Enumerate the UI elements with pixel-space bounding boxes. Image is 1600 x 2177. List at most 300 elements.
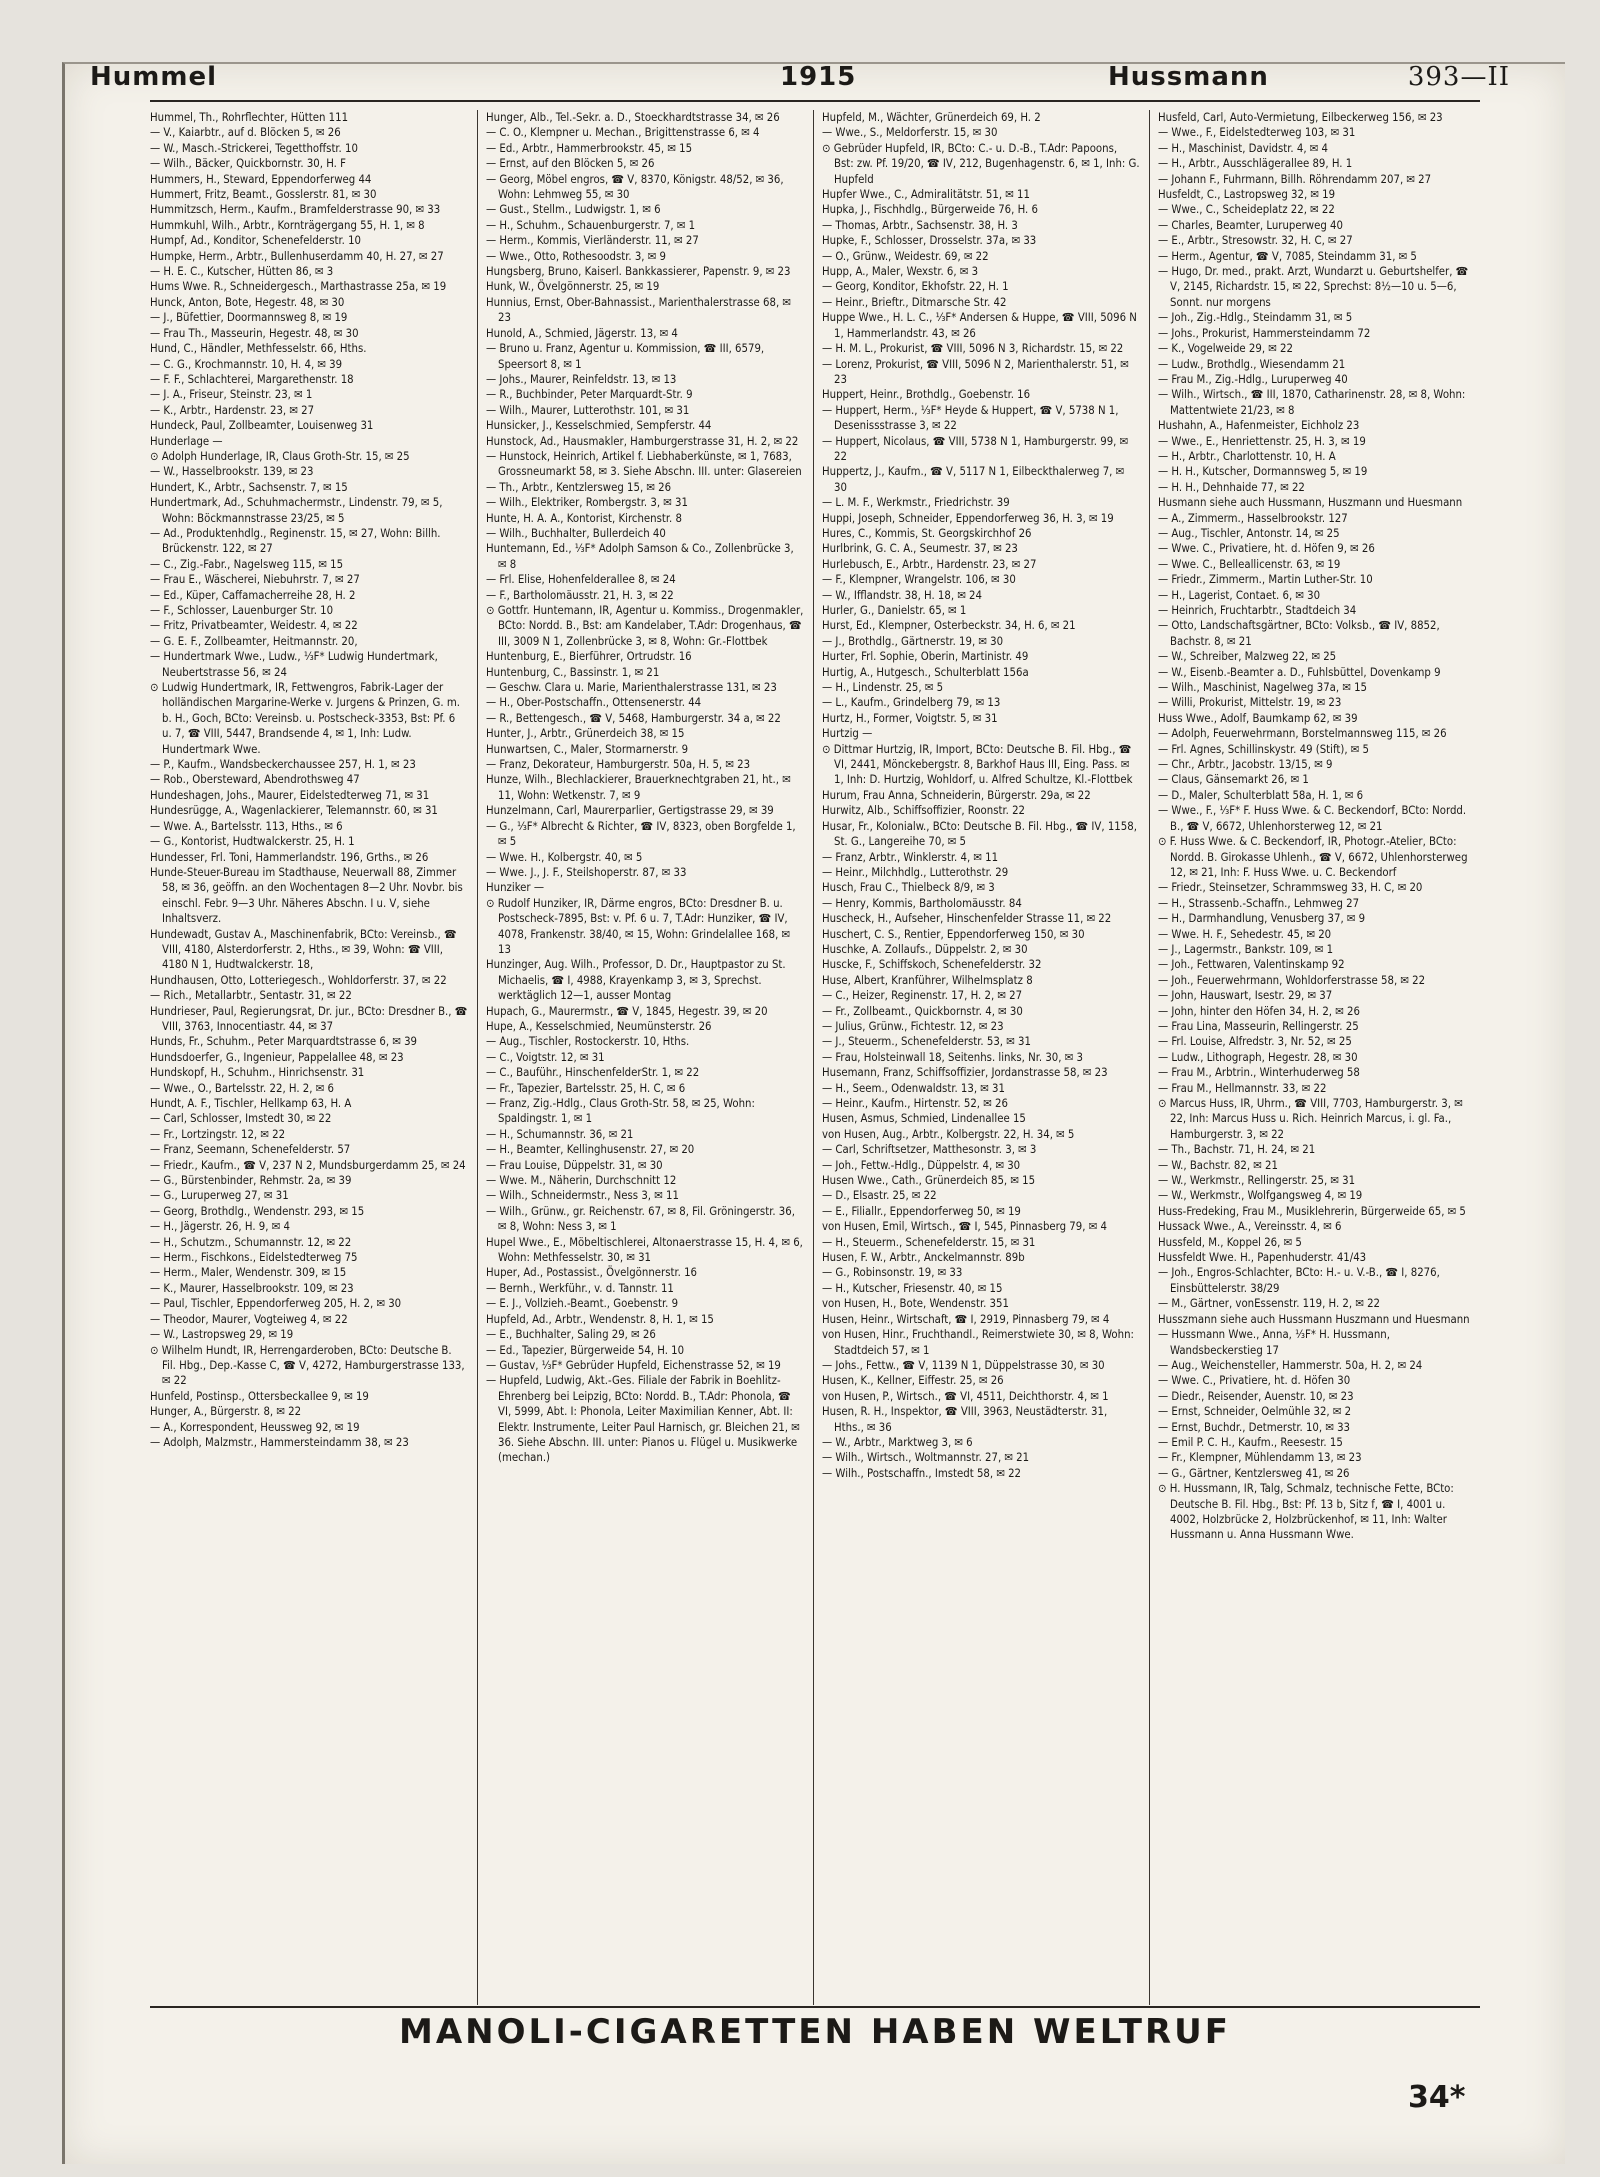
- directory-entry: — K., Vogelweide 29, ✉ 22: [1158, 342, 1293, 356]
- directory-entry: — D., Elsastr. 25, ✉ 22: [822, 1189, 937, 1203]
- directory-entry: — W., Werkmstr., Wolfgangsweg 4, ✉ 19: [1158, 1189, 1363, 1203]
- directory-entry: — Herm., Kommis, Vierländerstr. 11, ✉ 27: [486, 234, 699, 248]
- directory-entry: — Wwe. H., Kolbergstr. 40, ✉ 5: [486, 850, 643, 864]
- column-divider: [1149, 110, 1150, 2005]
- column-3: [822, 110, 1140, 2005]
- directory-entry: — Ed., Tapezier, Bürgerweide 54, H. 10: [486, 1343, 685, 1357]
- directory-entry: — A., Korrespondent, Heussweg 92, ✉ 19: [150, 1420, 360, 1434]
- directory-entry: — J., Lagermstr., Bankstr. 109, ✉ 1: [1158, 942, 1334, 956]
- directory-entry: Hunwartsen, C., Maler, Stormarnerstr. 9: [486, 742, 689, 756]
- directory-entry: Husen, Asmus, Schmied, Lindenallee 15: [822, 1112, 1026, 1126]
- directory-entry: — Wwe. J., J. F., Steilshoperstr. 87, ✉ 33: [486, 865, 687, 879]
- directory-entry: Hupe, A., Kesselschmied, Neumünsterstr. 26: [486, 1019, 712, 1033]
- directory-entry: — Huppert, Herm., ⅓F* Heyde & Huppert, ☎ V, 5738 N 1, Desenissstrasse 3, ✉ 22: [822, 403, 1119, 433]
- directory-entry: — G., Bürstenbinder, Rehmstr. 2a, ✉ 39: [150, 1174, 352, 1188]
- header-page-number: 393—II: [1407, 62, 1510, 92]
- directory-entry: — Georg, Möbel engros, ☎ V, 8370, Königstr. 48/52, ✉ 36, Wohn: Lehmweg 55, ✉ 30: [486, 172, 784, 202]
- directory-entry: — O., Grünw., Weidestr. 69, ✉ 22: [822, 249, 989, 263]
- directory-entry: — Aug., Tischler, Rostockerstr. 10, Hths.: [486, 1035, 690, 1049]
- directory-entry: — Joh., Engros-Schlachter, BCto: H.- u. V.-B., ☎ I, 8276, Einsbüttelerstr. 38/29: [1158, 1266, 1440, 1295]
- directory-entry: — Johs., Fettw., ☎ V, 1139 N 1, Düppelstrasse 30, ✉ 30: [822, 1358, 1105, 1372]
- directory-entry: — Henry, Kommis, Bartholomäusstr. 84: [822, 896, 1022, 910]
- directory-entry: — Chr., Arbtr., Jacobstr. 13/15, ✉ 9: [1158, 758, 1333, 772]
- directory-entry: — Wilh., Buchhalter, Bullerdeich 40: [486, 526, 666, 540]
- directory-entry: — W., Masch.-Strickerei, Tegetthoffstr. 10: [150, 141, 358, 155]
- directory-entry: Hupfer Wwe., C., Admiralitätstr. 51, ✉ 11: [822, 188, 1030, 202]
- directory-entry: — Friedr., Steinsetzer, Schrammsweg 33, H. C, ✉ 20: [1158, 881, 1423, 895]
- page-header: [90, 62, 1510, 96]
- directory-entry: — Emil P. C. H., Kaufm., Reesestr. 15: [1158, 1435, 1343, 1449]
- directory-entry: — Geschw. Clara u. Marie, Marienthalerstrasse 131, ✉ 23: [486, 681, 777, 695]
- directory-entry: — Herm., Agentur, ☎ V, 7085, Steindamm 31, ✉ 5: [1158, 249, 1417, 263]
- directory-entry: — Frau Th., Masseurin, Hegestr. 48, ✉ 30: [150, 326, 359, 340]
- directory-entry: Hundhausen, Otto, Lotteriegesch., Wohldorferstr. 37, ✉ 22: [150, 973, 447, 987]
- directory-entry: von Husen, Emil, Wirtsch., ☎ I, 545, Pinnasberg 79, ✉ 4: [822, 1220, 1107, 1234]
- directory-entry: Hurwitz, Alb., Schiffsoffizier, Roonstr. 22: [822, 804, 1026, 818]
- directory-entry: — R., Buchbinder, Peter Marquardt-Str. 9: [486, 388, 693, 402]
- directory-entry: — H., Maschinist, Davidstr. 4, ✉ 4: [1158, 141, 1329, 155]
- directory-entry: Hummel, Th., Rohrflechter, Hütten 111: [150, 111, 349, 124]
- directory-entry: — Wwe. A., Bartelsstr. 113, Hths., ✉ 6: [150, 819, 343, 833]
- directory-entry: Hunnius, Ernst, Ober-Bahnassist., Marienthalerstrasse 68, ✉ 23: [486, 295, 791, 325]
- directory-entry: — Wwe., F., Eidelstedterweg 103, ✉ 31: [1158, 126, 1356, 140]
- directory-entry: Hunzinger, Aug. Wilh., Professor, D. Dr., Hauptpastor zu St. Michaelis, ☎ I, 4988, Krayenkamp 3, ✉ 3, Sprechst. werktäglich 12—1, ausser Montag: [486, 958, 786, 1003]
- directory-entry: Huse, Albert, Kranführer, Wilhelmsplatz 8: [822, 973, 1033, 987]
- directory-entry: Hurter, Frl. Sophie, Oberin, Martinistr. 49: [822, 650, 1029, 664]
- directory-entry: Husemann, Franz, Schiffsoffizier, Jordanstrasse 58, ✉ 23: [822, 1066, 1108, 1080]
- directory-entry: Hunderlage —: [150, 434, 223, 448]
- directory-entry: — Wilh., Maschinist, Nagelweg 37a, ✉ 15: [1158, 681, 1368, 695]
- directory-entry: — Bruno u. Franz, Agentur u. Kommission, ☎ III, 6579, Speersort 8, ✉ 1: [486, 342, 765, 371]
- directory-entry: Husen, F. W., Arbtr., Anckelmannstr. 89b: [822, 1251, 1025, 1265]
- directory-entry: Huntenburg, C., Bassinstr. 1, ✉ 21: [486, 665, 660, 679]
- directory-entry: — Rich., Metallarbtr., Sentastr. 31, ✉ 22: [150, 989, 352, 1003]
- directory-entry: Hummert, Fritz, Beamt., Gosslerstr. 81, ✉ 30: [150, 188, 377, 202]
- directory-entry: — Fritz, Privatbeamter, Weidestr. 4, ✉ 22: [150, 619, 358, 633]
- directory-entry: Huppi, Joseph, Schneider, Eppendorferweg 36, H. 3, ✉ 19: [822, 511, 1114, 525]
- directory-entry: — Joh., Fettwaren, Valentinskamp 92: [1158, 958, 1345, 972]
- advertisement-banner: MANOLI-CIGARETTEN HABEN WELTRUF: [398, 2012, 1232, 2052]
- directory-entry: Hurtz, H., Former, Voigtstr. 5, ✉ 31: [822, 711, 998, 725]
- directory-entry: — Joh., Zig.-Hdlg., Steindamm 31, ✉ 5: [1158, 311, 1353, 325]
- directory-entry: — G., Gärtner, Kentzlersweg 41, ✉ 26: [1158, 1466, 1350, 1480]
- directory-entry: — J., Brothdlg., Gärtnerstr. 19, ✉ 30: [822, 634, 1004, 648]
- directory-entry: — A., Zimmerm., Hasselbrookstr. 127: [1158, 511, 1348, 525]
- directory-entry: Hunte, H. A. A., Kontorist, Kirchenstr. 8: [486, 511, 682, 525]
- directory-entry: — Hunstock, Heinrich, Artikel f. Liebhaberkünste, ✉ 1, 7683, Grossneumarkt 58, ✉ 3. Siehe Abschn. III. unter: Glasereien: [486, 449, 802, 479]
- directory-entry: — P., Kaufm., Wandsbeckerchaussee 257, H. 1, ✉ 23: [150, 758, 416, 772]
- directory-entry: Hunsicker, J., Kesselschmied, Sempferstr. 44: [486, 419, 712, 433]
- directory-entry: Hundertmark, Ad., Schuhmachermstr., Lindenstr. 79, ✉ 5, Wohn: Böckmannstrasse 23/25, ✉ 5: [150, 496, 443, 525]
- directory-entry: — Rob., Obersteward, Abendrothsweg 47: [150, 773, 360, 787]
- column-2: [486, 110, 804, 2005]
- directory-entry: ⊙ Adolph Hunderlage, IR, Claus Groth-Str. 15, ✉ 25: [150, 449, 410, 463]
- directory-entry: — J., Steuerm., Schenefelderstr. 53, ✉ 31: [822, 1035, 1031, 1049]
- directory-entry: Husen, K., Kellner, Eiffestr. 25, ✉ 26: [822, 1374, 1004, 1388]
- directory-entry: Hunck, Anton, Bote, Hegestr. 48, ✉ 30: [150, 295, 345, 309]
- directory-entry: Hupach, G., Maurermstr., ☎ V, 1845, Hegestr. 39, ✉ 20: [486, 1004, 768, 1018]
- directory-entry: Hupel Wwe., E., Möbeltischlerei, Altonaerstrasse 15, H. 4, ✉ 6, Wohn: Methfesselstr. 30, ✉ 31: [486, 1235, 803, 1265]
- directory-entry: — E., Buchhalter, Saling 29, ✉ 26: [486, 1328, 656, 1342]
- directory-entry: — E., Arbtr., Stresowstr. 32, H. C, ✉ 27: [1158, 234, 1353, 248]
- directory-entry: — Wilh., Schneidermstr., Ness 3, ✉ 11: [486, 1189, 679, 1203]
- directory-entry: — Wwe., O., Bartelsstr. 22, H. 2, ✉ 6: [150, 1081, 334, 1095]
- directory-entry: ⊙ Gottfr. Huntemann, IR, Agentur u. Kommiss., Drogenmakler, BCto: Nordd. B., Bst: am Kandelaber, T.Adr: Drogenhaus, ☎ III, 3009 N 1, Zollenbrücke 3, ✉ 8, Wohn: Gr.-Flottbek: [486, 604, 804, 648]
- directory-entry: — Wilh., Wirtsch., ☎ III, 1870, Catharinenstr. 28, ✉ 8, Wohn: Mattentwiete 21/23, ✉ 8: [1158, 388, 1466, 417]
- directory-entry: — Carl, Schlosser, Imstedt 30, ✉ 22: [150, 1112, 332, 1126]
- directory-entry: von Husen, P., Wirtsch., ☎ VI, 4511, Deichthorstr. 4, ✉ 1: [822, 1389, 1109, 1403]
- directory-entry: Hurler, G., Danielstr. 65, ✉ 1: [822, 604, 967, 617]
- directory-entry: — W., Hasselbrookstr. 139, ✉ 23: [150, 465, 314, 479]
- directory-entry: Hunger, A., Bürgerstr. 8, ✉ 22: [150, 1405, 302, 1419]
- directory-entry: — Ed., Küper, Caffamacherreihe 28, H. 2: [150, 588, 356, 602]
- directory-entry: — H., Jägerstr. 26, H. 9, ✉ 4: [150, 1220, 290, 1234]
- directory-entry: — Frau M., Zig.-Hdlg., Luruperweg 40: [1158, 372, 1348, 386]
- directory-entry: — G., Robinsonstr. 19, ✉ 33: [822, 1266, 963, 1280]
- directory-entry: — W., Eisenb.-Beamter a. D., Fuhlsbüttel, Dovenkamp 9: [1158, 665, 1441, 679]
- directory-entry: — H., Arbtr., Charlottenstr. 10, H. A: [1158, 449, 1336, 463]
- directory-entry: — F., Bartholomäusstr. 21, H. 3, ✉ 22: [486, 588, 674, 602]
- directory-entry: Husen, Heinr., Wirtschaft, ☎ I, 2919, Pinnasberg 79, ✉ 4: [822, 1312, 1110, 1326]
- directory-entry: — H., Ober-Postschaffn., Ottensenerstr. 44: [486, 696, 702, 710]
- directory-entry: — L. M. F., Werkmstr., Friedrichstr. 39: [822, 496, 1010, 510]
- directory-entry: — Ad., Produktenhdlg., Reginenstr. 15, ✉ 27, Wohn: Billh. Brückenstr. 122, ✉ 27: [150, 526, 441, 556]
- directory-entry: — H., Lindenstr. 25, ✉ 5: [822, 681, 944, 695]
- directory-entry: — C., Voigtstr. 12, ✉ 31: [486, 1050, 605, 1064]
- directory-entry: — Johann F., Fuhrmann, Billh. Röhrendamm 207, ✉ 27: [1158, 172, 1432, 186]
- directory-entry: Humpke, Herm., Arbtr., Bullenhuserdamm 40, H. 27, ✉ 27: [150, 249, 444, 263]
- directory-entry: — Franz, Seemann, Schenefelderstr. 57: [150, 1143, 351, 1157]
- directory-entry: — V., Kaiarbtr., auf d. Blöcken 5, ✉ 26: [150, 126, 341, 140]
- directory-entry: — Willi, Prokurist, Mittelstr. 19, ✉ 23: [1158, 696, 1342, 710]
- directory-entry: — Fr., Lortzingstr. 12, ✉ 22: [150, 1127, 286, 1141]
- directory-entry: — Julius, Grünw., Fichtestr. 12, ✉ 23: [822, 1019, 1004, 1033]
- directory-entry: Hundert, K., Arbtr., Sachsenstr. 7, ✉ 15: [150, 480, 348, 494]
- directory-entry: — Adolph, Feuerwehrmann, Borstelmannsweg 115, ✉ 26: [1158, 727, 1447, 741]
- directory-entry: — Wwe. C., Belleallicenstr. 63, ✉ 19: [1158, 557, 1341, 571]
- directory-entry: — Carl, Schriftsetzer, Matthesonstr. 3, ✉ 3: [822, 1143, 1037, 1157]
- column-divider: [477, 110, 478, 2005]
- directory-entry: — Fr., Klempner, Mühlendamm 13, ✉ 23: [1158, 1451, 1362, 1465]
- directory-entry: — H., Darmhandlung, Venusberg 37, ✉ 9: [1158, 912, 1366, 926]
- directory-entry: — Hugo, Dr. med., prakt. Arzt, Wundarzt u. Geburtshelfer, ☎ V, 2145, Richardstr. 15, ✉ 22, Sprechst: 8½—10 u. 5—6, Sonnt. nur morgens: [1158, 265, 1469, 309]
- directory-entry: — Hupfeld, Ludwig, Akt.-Ges. Filiale der Fabrik in Boehlitz-Ehrenberg bei Leipzig, BCto: Nordd. B., T.Adr: Phonola, ☎ VI, 5999, Abt. I: Phonola, Leiter Maximilian Kenner, Abt. II: Elektr. Instrumente, Leiter Paul Harnisch, gr. Bleichen 21, ✉ 36. Siehe Abschn. III. unter: Pianos u. Flügel u. Musikwerke (mechan.): [486, 1374, 800, 1465]
- directory-entry: Hunze, Wilh., Blechlackierer, Brauerknechtgraben 21, ht., ✉ 11, Wohn: Wetkenstr. 7, ✉ 9: [486, 773, 791, 802]
- directory-entry: — Wilh., Bäcker, Quickbornstr. 30, H. F: [150, 157, 346, 171]
- directory-entry: Hund, C., Händler, Methfesselstr. 66, Hths.: [150, 342, 367, 356]
- directory-entry: Husch, Frau C., Thielbeck 8/9, ✉ 3: [822, 881, 995, 895]
- directory-entry: — H. E. C., Kutscher, Hütten 86, ✉ 3: [150, 265, 334, 279]
- directory-entry: Huss Wwe., Adolf, Baumkamp 62, ✉ 39: [1158, 711, 1358, 725]
- header-right-name: Hussmann: [1108, 62, 1269, 92]
- directory-entry: — Fr., Tapezier, Bartelsstr. 25, H. C, ✉ 6: [486, 1081, 686, 1095]
- directory-entry: — H. H., Kutscher, Dormannsweg 5, ✉ 19: [1158, 465, 1368, 479]
- directory-entry: — H., Lagerist, Contaet. 6, ✉ 30: [1158, 588, 1321, 602]
- directory-entry: Huss-Fredeking, Frau M., Musiklehrerin, Bürgerweide 65, ✉ 5: [1158, 1204, 1466, 1218]
- directory-entry: — Adolph, Malzmstr., Hammersteindamm 38, ✉ 23: [150, 1435, 409, 1449]
- directory-entry: Hunstock, Ad., Hausmakler, Hamburgerstrasse 31, H. 2, ✉ 22: [486, 434, 799, 448]
- directory-entry: — C., Zig.-Fabr., Nagelsweg 115, ✉ 15: [150, 557, 344, 571]
- directory-entry: — Franz, Arbtr., Winklerstr. 4, ✉ 11: [822, 850, 999, 864]
- directory-entry: Hupka, J., Fischhdlg., Bürgerweide 76, H. 6: [822, 203, 1038, 217]
- directory-entry: — Frl. Louise, Alfredstr. 3, Nr. 52, ✉ 25: [1158, 1035, 1352, 1049]
- directory-entry: Hundeck, Paul, Zollbeamter, Louisenweg 31: [150, 419, 374, 433]
- directory-entry: — Hundertmark Wwe., Ludw., ⅓F* Ludwig Hundertmark, Neubertstrasse 56, ✉ 24: [150, 650, 438, 679]
- directory-entry: — Wwe., Otto, Rothesoodstr. 3, ✉ 9: [486, 249, 666, 263]
- directory-entry: Huscke, F., Schiffskoch, Schenefelderstr. 32: [822, 958, 1042, 972]
- header-rule: [150, 100, 1480, 102]
- directory-entry: — W., Schreiber, Malzweg 22, ✉ 25: [1158, 650, 1337, 664]
- directory-entry: Huschert, C. S., Rentier, Eppendorferweg 150, ✉ 30: [822, 927, 1085, 941]
- directory-entry: Husfeld, Carl, Auto-Vermietung, Eilbeckerweg 156, ✉ 23: [1158, 111, 1443, 124]
- directory-entry: — Wilh., Grünw., gr. Reichenstr. 67, ✉ 8, Fil. Gröningerstr. 36, ✉ 8, Wohn: Ness 3, ✉ 1: [486, 1204, 795, 1234]
- directory-entry: Huppertz, J., Kaufm., ☎ V, 5117 N 1, Eilbeckthalerweg 7, ✉ 30: [822, 465, 1125, 494]
- directory-entry: — E., Filiallr., Eppendorferweg 50, ✉ 19: [822, 1204, 1021, 1218]
- directory-entry: Hunold, A., Schmied, Jägerstr. 13, ✉ 4: [486, 326, 678, 340]
- directory-entry: Hunde-Steuer-Bureau im Stadthause, Neuerwall 88, Zimmer 58, ✉ 36, geöffn. an den Wochentagen 8—2 Uhr. Novbr. bis einschl. Febr. 9—3 Uhr. Näheres Abschn. I u. V, siehe Inhaltsverz.: [150, 865, 463, 926]
- directory-entry: Hunfeld, Postinsp., Ottersbeckallee 9, ✉ 19: [150, 1389, 369, 1403]
- directory-entry: von Husen, Aug., Arbtr., Kolbergstr. 22, H. 34, ✉ 5: [822, 1127, 1075, 1141]
- directory-entry: — H., Kutscher, Friesenstr. 40, ✉ 15: [822, 1281, 1003, 1295]
- directory-entry: — Wwe. C., Privatiere, ht. d. Höfen 30: [1158, 1374, 1351, 1388]
- directory-entry: Huppe Wwe., H. L. C., ⅓F* Andersen & Huppe, ☎ VIII, 5096 N 1, Hammerlandstr. 43, ✉ 26: [822, 311, 1137, 340]
- directory-entry: Hungsberg, Bruno, Kaiserl. Bankkassierer, Papenstr. 9, ✉ 23: [486, 265, 791, 279]
- directory-entry: — Fr., Zollbeamt., Quickbornstr. 4, ✉ 30: [822, 1004, 1023, 1018]
- directory-entry: ⊙ H. Hussmann, IR, Talg, Schmalz, technische Fette, BCto: Deutsche B. Fil. Hbg., Bst: Pf. 13 b, Sitz f, ☎ I, 4001 u. 4002, Holzbrücke 2, Holzbrückenhof, ✉ 11, Inh: Walter Hussmann u. Anna Hussmann Wwe.: [1158, 1482, 1454, 1542]
- directory-entry: — Frau E., Wäscherei, Niebuhrstr. 7, ✉ 27: [150, 573, 360, 587]
- directory-entry: Hushahn, A., Hafenmeister, Eichholz 23: [1158, 419, 1360, 433]
- directory-entry: — C. G., Krochmannstr. 10, H. 4, ✉ 39: [150, 357, 343, 371]
- directory-entry: — Friedr., Zimmerm., Martin Luther-Str. 10: [1158, 573, 1373, 587]
- directory-entry: — Wwe., S., Meldorferstr. 15, ✉ 30: [822, 126, 998, 140]
- header-left-name: Hummel: [90, 62, 217, 92]
- directory-entry: — W., Bachstr. 82, ✉ 21: [1158, 1158, 1278, 1172]
- directory-entry: — Thomas, Arbtr., Sachsenstr. 38, H. 3: [822, 218, 1018, 232]
- directory-entry: — C. O., Klempner u. Mechan., Brigittenstrasse 6, ✉ 4: [486, 126, 760, 140]
- directory-entry: — Wwe. C., Privatiere, ht. d. Höfen 9, ✉ 26: [1158, 542, 1375, 556]
- directory-entry: — Frau, Holsteinwall 18, Seitenhs. links, Nr. 30, ✉ 3: [822, 1050, 1083, 1064]
- directory-entry: ⊙ Marcus Huss, IR, Uhrm., ☎ VIII, 7703, Hamburgerstr. 3, ✉ 22, Inh: Marcus Huss u. Rich. Heinrich Marcus, i. gl. Fa., Hamburgerstr. 3, ✉ 22: [1158, 1097, 1463, 1141]
- folio-mark: 34*: [1408, 2080, 1466, 2115]
- directory-entry: — Ludw., Brothdlg., Wiesendamm 21: [1158, 357, 1346, 371]
- directory-entry: — Heinrich, Fruchtarbtr., Stadtdeich 34: [1158, 604, 1357, 617]
- directory-entry: Humpf, Ad., Konditor, Schenefelderstr. 10: [150, 234, 361, 248]
- directory-entry: — Aug., Weichensteller, Hammerstr. 50a, H. 2, ✉ 24: [1158, 1358, 1423, 1372]
- directory-entry: — Hussmann Wwe., Anna, ⅓F* H. Hussmann, Wandsbeckerstieg 17: [1158, 1328, 1390, 1357]
- directory-entry: — Franz, Zig.-Hdlg., Claus Groth-Str. 58, ✉ 25, Wohn: Spaldingstr. 1, ✉ 1: [486, 1097, 755, 1126]
- directory-entry: — M., Gärtner, vonEssenstr. 119, H. 2, ✉ 22: [1158, 1297, 1381, 1311]
- directory-entry: — Ernst, Schneider, Oelmühle 32, ✉ 2: [1158, 1405, 1352, 1419]
- directory-entry: Hunds, Fr., Schuhm., Peter Marquardtstrasse 6, ✉ 39: [150, 1035, 418, 1049]
- directory-entry: — W., Ifflandstr. 38, H. 18, ✉ 24: [822, 588, 982, 602]
- directory-entry: Hundesser, Frl. Toni, Hammerlandstr. 196, Grths., ✉ 26: [150, 850, 429, 864]
- directory-entry: — H. M. L., Prokurist, ☎ VIII, 5096 N 3, Richardstr. 15, ✉ 22: [822, 342, 1124, 356]
- directory-entry: — Ernst, auf den Blöcken 5, ✉ 26: [486, 157, 655, 171]
- directory-entry: Hunger, Alb., Tel.-Sekr. a. D., Stoeckhardtstrasse 34, ✉ 26: [486, 111, 780, 124]
- column-4: [1158, 110, 1476, 2005]
- directory-entry: — Georg, Konditor, Ekhofstr. 22, H. 1: [822, 280, 1009, 294]
- directory-entry: Husszmann siehe auch Hussmann Huszmann und Huesmann: [1158, 1312, 1470, 1326]
- directory-entry: — F. F., Schlachterei, Margarethenstr. 18: [150, 372, 354, 386]
- directory-entry: — W., Arbtr., Marktweg 3, ✉ 6: [822, 1435, 973, 1449]
- directory-entry: — Otto, Landschaftsgärtner, BCto: Volksb., ☎ IV, 8852, Bachstr. 8, ✉ 21: [1158, 619, 1440, 648]
- advertisement-rule: [150, 2006, 1480, 2008]
- directory-entry: — Th., Bachstr. 71, H. 24, ✉ 21: [1158, 1143, 1316, 1157]
- directory-entry: Hundesrügge, A., Wagenlackierer, Telemannstr. 60, ✉ 31: [150, 804, 438, 818]
- directory-entry: — Gust., Stellm., Ludwigstr. 1, ✉ 6: [486, 203, 661, 217]
- directory-entry: Huppert, Heinr., Brothdlg., Goebenstr. 16: [822, 388, 1031, 402]
- directory-entry: — Friedr., Kaufm., ☎ V, 237 N 2, Mundsburgerdamm 25, ✉ 24: [150, 1158, 466, 1172]
- directory-entry: — Johs., Prokurist, Hammersteindamm 72: [1158, 326, 1371, 340]
- directory-entry: Hussfeld, M., Koppel 26, ✉ 5: [1158, 1235, 1302, 1249]
- directory-entry: — Claus, Gänsemarkt 26, ✉ 1: [1158, 773, 1309, 787]
- directory-entry: — Frau M., Hellmannstr. 33, ✉ 22: [1158, 1081, 1327, 1095]
- directory-entry: Hupfeld, Ad., Arbtr., Wendenstr. 8, H. 1, ✉ 15: [486, 1312, 714, 1326]
- directory-entry: — R., Bettengesch., ☎ V, 5468, Hamburgerstr. 34 a, ✉ 22: [486, 711, 781, 725]
- directory-entry: — Joh., Feuerwehrmann, Wohldorferstrasse 58, ✉ 22: [1158, 973, 1426, 987]
- directory-entry: — F., Schlosser, Lauenburger Str. 10: [150, 604, 334, 617]
- directory-entry: Hurlebusch, E., Arbtr., Hardenstr. 23, ✉ 27: [822, 557, 1037, 571]
- directory-entry: — John, Hauswart, Isestr. 29, ✉ 37: [1158, 989, 1333, 1003]
- directory-entry: — Huppert, Nicolaus, ☎ VIII, 5738 N 1, Hamburgerstr. 99, ✉ 22: [822, 434, 1129, 463]
- directory-entry: ⊙ Gebrüder Hupfeld, IR, BCto: C.- u. D.-B., T.Adr: Papoons, Bst: zw. Pf. 19/20, ☎ IV, 212, Bugenhagenstr. 6, ✉ 1, Inh: G. Hupfeld: [822, 141, 1140, 186]
- directory-entry: Hupke, F., Schlosser, Drosselstr. 37a, ✉ 33: [822, 234, 1037, 248]
- directory-entry: Husen Wwe., Cath., Grünerdeich 85, ✉ 15: [822, 1174, 1036, 1188]
- directory-entry: Hunzelmann, Carl, Maurerparlier, Gertigstrasse 29, ✉ 39: [486, 804, 774, 818]
- directory-entry: — Th., Arbtr., Kentzlersweg 15, ✉ 26: [486, 480, 672, 494]
- directory-entry: — W., Werkmstr., Rellingerstr. 25, ✉ 31: [1158, 1174, 1356, 1188]
- directory-entry: — D., Maler, Schulterblatt 58a, H. 1, ✉ 6: [1158, 788, 1364, 802]
- directory-entry: Husen, R. H., Inspektor, ☎ VIII, 3963, Neustädterstr. 31, Hths., ✉ 36: [822, 1405, 1108, 1434]
- directory-entry: — G. E. F., Zollbeamter, Heitmannstr. 20,: [150, 634, 358, 648]
- directory-entry: — Ed., Arbtr., Hammerbrookstr. 45, ✉ 15: [486, 141, 693, 155]
- directory-entry: — Franz, Dekorateur, Hamburgerstr. 50a, H. 5, ✉ 23: [486, 758, 751, 772]
- directory-entry: — J., Büfettier, Doormannsweg 8, ✉ 19: [150, 311, 348, 325]
- directory-entry: ⊙ Dittmar Hurtzig, IR, Import, BCto: Deutsche B. Fil. Hbg., ☎ VI, 2441, Mönckebergstr. 8, Barkhof Haus III, Eing. Pass. ✉ 1, Inh: D. Hurtzig, Wohldorf, u. Alfred Schultze, Kl.-Flottbek: [822, 742, 1133, 787]
- directory-entry: — Wwe. H. F., Sehedestr. 45, ✉ 20: [1158, 927, 1332, 941]
- directory-entry: ⊙ Ludwig Hundertmark, IR, Fettwengros, Fabrik-Lager der holländischen Margarine-Werke v. Jurgens & Prinzen, G. m. b. H., Goch, BCto: Vereinsb. u. Postscheck-3353, Bst: Pf. 6 u. 7, ☎ VIII, 5447, Brandsende 4, ✉ 1, Inh: Ludw. Hundertmark Wwe.: [150, 681, 461, 756]
- directory-entry: — Frl. Elise, Hohenfelderallee 8, ✉ 24: [486, 573, 676, 587]
- directory-entry: Hurtig, A., Hutgesch., Schulterblatt 156a: [822, 665, 1029, 679]
- directory-entry: ⊙ F. Huss Wwe. & C. Beckendorf, IR, Photogr.-Atelier, BCto: Nordd. B. Girokasse Uhlenh., ☎ V, 6672, Uhlenhorsterweg 12, ✉ 21, Inh: F. Huss Wwe. u. C. Beckendorf: [1158, 835, 1468, 879]
- directory-entry: Hums Wwe. R., Schneidergesch., Marthastrasse 25a, ✉ 19: [150, 280, 447, 294]
- directory-entry: — Georg, Brothdlg., Wendenstr. 293, ✉ 15: [150, 1204, 365, 1218]
- directory-entry: — K., Maurer, Hasselbrookstr. 109, ✉ 23: [150, 1281, 354, 1295]
- directory-entry: — Herm., Fischkons., Eidelstedterweg 75: [150, 1251, 358, 1265]
- column-divider: [813, 110, 814, 2005]
- directory-entry: Hurlbrink, G. C. A., Seumestr. 37, ✉ 23: [822, 542, 1018, 556]
- directory-entry: Hundskopf, H., Schuhm., Hinrichsenstr. 31: [150, 1066, 365, 1080]
- directory-entry: — H., Beamter, Kellinghusenstr. 27, ✉ 20: [486, 1143, 695, 1157]
- directory-entry: Husmann siehe auch Hussmann, Huszmann und Huesmann: [1158, 496, 1463, 510]
- directory-entry: — Charles, Beamter, Luruperweg 40: [1158, 218, 1343, 232]
- directory-entry: — Paul, Tischler, Eppendorferweg 205, H. 2, ✉ 30: [150, 1297, 402, 1311]
- directory-entry: — H., Schumannstr. 36, ✉ 21: [486, 1127, 634, 1141]
- directory-entry: Huper, Ad., Postassist., Övelgönnerstr. 16: [486, 1266, 698, 1280]
- directory-entry: — Ernst, Buchdr., Detmerstr. 10, ✉ 33: [1158, 1420, 1351, 1434]
- directory-entry: — Bernh., Werkführ., v. d. Tannstr. 11: [486, 1281, 674, 1295]
- directory-entry: Hussack Wwe., A., Vereinsstr. 4, ✉ 6: [1158, 1220, 1342, 1234]
- directory-entry: Hunziker —: [486, 881, 544, 895]
- directory-entry: — G., ⅓F* Albrecht & Richter, ☎ IV, 8323, oben Borgfelde 1, ✉ 5: [486, 819, 796, 849]
- directory-entry: Huntenburg, E., Bierführer, Ortrudstr. 16: [486, 650, 692, 664]
- directory-entry: — Heinr., Brieftr., Ditmarsche Str. 42: [822, 295, 1007, 309]
- directory-entry: Hurtzig —: [822, 727, 873, 741]
- directory-entry: — Wilh., Postschaffn., Imstedt 58, ✉ 22: [822, 1466, 1022, 1480]
- directory-entry: Hunk, W., Övelgönnerstr. 25, ✉ 19: [486, 280, 660, 294]
- directory-entry: Hummkuhl, Wilh., Arbtr., Kornträgergang 55, H. 1, ✉ 8: [150, 218, 425, 232]
- directory-entry: Hurum, Frau Anna, Schneiderin, Bürgerstr. 29a, ✉ 22: [822, 788, 1091, 802]
- directory-entry: — H., Schutzm., Schumannstr. 12, ✉ 22: [150, 1235, 352, 1249]
- directory-entry: — Heinr., Kaufm., Hirtenstr. 52, ✉ 26: [822, 1097, 1008, 1110]
- directory-entry: — Frau Louise, Düppelstr. 31, ✉ 30: [486, 1158, 663, 1172]
- directory-entry: — Frl. Agnes, Schillinskystr. 49 (Stift), ✉ 5: [1158, 742, 1369, 756]
- directory-entry: Hupfeld, M., Wächter, Grünerdeich 69, H. 2: [822, 111, 1041, 124]
- directory-entry: — Ludw., Lithograph, Hegestr. 28, ✉ 30: [1158, 1050, 1358, 1064]
- directory-entry: — Wwe., E., Henriettenstr. 25, H. 3, ✉ 19: [1158, 434, 1366, 448]
- directory-entry: — Herm., Maler, Wendenstr. 309, ✉ 15: [150, 1266, 347, 1280]
- directory-entry: — H., Arbtr., Ausschlägerallee 89, H. 1: [1158, 157, 1353, 171]
- directory-entry: — Lorenz, Prokurist, ☎ VIII, 5096 N 2, Marienthalerstr. 51, ✉ 23: [822, 357, 1129, 386]
- directory-entry: — Wwe., F., ⅓F* F. Huss Wwe. & C. Beckendorf, BCto: Nordd. B., ☎ V, 6672, Uhlenhorsterweg 12, ✉ 21: [1158, 804, 1467, 833]
- directory-entry: Hundsdoerfer, G., Ingenieur, Pappelallee 48, ✉ 23: [150, 1050, 404, 1064]
- directory-entry: Husar, Fr., Kolonialw., BCto: Deutsche B. Fil. Hbg., ☎ IV, 1158, St. G., Langereihe 70, ✉ 5: [822, 819, 1137, 849]
- directory-entry: — Wilh., Maurer, Lutterothstr. 101, ✉ 31: [486, 403, 690, 417]
- directory-entry: — Wwe., C., Scheideplatz 22, ✉ 22: [1158, 203, 1335, 217]
- directory-entry: Hunter, J., Arbtr., Grünerdeich 38, ✉ 15: [486, 727, 685, 741]
- directory-entry: — J. A., Friseur, Steinstr. 23, ✉ 1: [150, 388, 313, 402]
- directory-entry: — H. H., Dehnhaide 77, ✉ 22: [1158, 480, 1305, 494]
- directory-entry: ⊙ Wilhelm Hundt, IR, Herrengarderoben, BCto: Deutsche B. Fil. Hbg., Dep.-Kasse C, ☎ V, 4272, Hamburgerstrasse 133, ✉ 22: [150, 1343, 465, 1388]
- directory-entry: — H., Schuhm., Schauenburgerstr. 7, ✉ 1: [486, 218, 696, 232]
- column-1: [150, 110, 468, 2005]
- directory-entry: — Diedr., Reisender, Auenstr. 10, ✉ 23: [1158, 1389, 1354, 1403]
- directory-entry: Husfeldt, C., Lastropsweg 32, ✉ 19: [1158, 188, 1336, 202]
- directory-entry: — L., Kaufm., Grindelberg 79, ✉ 13: [822, 696, 1001, 710]
- directory-entry: Hupp, A., Maler, Wexstr. 6, ✉ 3: [822, 265, 979, 279]
- directory-entry: Hures, C., Kommis, St. Georgskirchhof 26: [822, 526, 1032, 540]
- directory-entry: Hurst, Ed., Klempner, Osterbeckstr. 34, H. 6, ✉ 21: [822, 619, 1076, 633]
- directory-entry: Hummitzsch, Herm., Kaufm., Bramfelderstrasse 90, ✉ 33: [150, 203, 441, 217]
- directory-entry: — Heinr., Milchhdlg., Lutterothstr. 29: [822, 865, 1009, 879]
- directory-entry: — F., Klempner, Wrangelstr. 106, ✉ 30: [822, 573, 1016, 587]
- directory-entry: — H., Steuerm., Schenefelderstr. 15, ✉ 31: [822, 1235, 1036, 1249]
- directory-entry: Hundewadt, Gustav A., Maschinenfabrik, BCto: Vereinsb., ☎ VIII, 4180, Alsterdorferstr. 2, Hths., ✉ 39, Wohn: ☎ VIII, 4180 N 1, Hudtwalckerstr. 18,: [150, 927, 457, 972]
- directory-entry: — C., Bauführ., HinschenfelderStr. 1, ✉ 22: [486, 1066, 700, 1080]
- directory-entry: Hundeshagen, Johs., Maurer, Eidelstedterweg 71, ✉ 31: [150, 788, 430, 802]
- directory-entry: — C., Heizer, Reginenstr. 17, H. 2, ✉ 27: [822, 989, 1023, 1003]
- directory-entry: — Joh., Fettw.-Hdlg., Düppelstr. 4, ✉ 30: [822, 1158, 1021, 1172]
- directory-entry: — W., Lastropsweg 29, ✉ 19: [150, 1328, 294, 1342]
- directory-entry: — Wwe. M., Näherin, Durchschnitt 12: [486, 1174, 677, 1188]
- directory-entry: Huschke, A. Zollaufs., Düppelstr. 2, ✉ 30: [822, 942, 1028, 956]
- directory-entry: — John, hinter den Höfen 34, H. 2, ✉ 26: [1158, 1004, 1360, 1018]
- directory-entry: von Husen, H., Bote, Wendenstr. 351: [822, 1297, 1009, 1311]
- directory-entry: Hussfeldt Wwe. H., Papenhuderstr. 41/43: [1158, 1251, 1367, 1265]
- directory-entry: — Frau Lina, Masseurin, Rellingerstr. 25: [1158, 1019, 1359, 1033]
- directory-entry: Hundt, A. F., Tischler, Hellkamp 63, H. A: [150, 1097, 352, 1110]
- directory-entry: — G., Luruperweg 27, ✉ 31: [150, 1189, 289, 1203]
- directory-entry: von Husen, Hinr., Fruchthandl., Reimerstwiete 30, ✉ 8, Wohn: Stadtdeich 57, ✉ 1: [822, 1328, 1134, 1357]
- directory-entry: — E. J., Vollzieh.-Beamt., Goebenstr. 9: [486, 1297, 679, 1311]
- directory-entry: — Wilh., Elektriker, Rombergstr. 3, ✉ 31: [486, 496, 688, 510]
- directory-entry: — Johs., Maurer, Reinfeldstr. 13, ✉ 13: [486, 372, 677, 386]
- directory-columns: [150, 110, 1480, 2005]
- directory-entry: Hundrieser, Paul, Regierungsrat, Dr. jur., BCto: Dresdner B., ☎ VIII, 3763, Innocentiastr. 44, ✉ 37: [150, 1004, 468, 1033]
- directory-entry: — H., Strassenb.-Schaffn., Lehmweg 27: [1158, 896, 1360, 910]
- directory-entry: — H., Seem., Odenwaldstr. 13, ✉ 31: [822, 1081, 1005, 1095]
- directory-entry: — Theodor, Maurer, Vogteiweg 4, ✉ 22: [150, 1312, 348, 1326]
